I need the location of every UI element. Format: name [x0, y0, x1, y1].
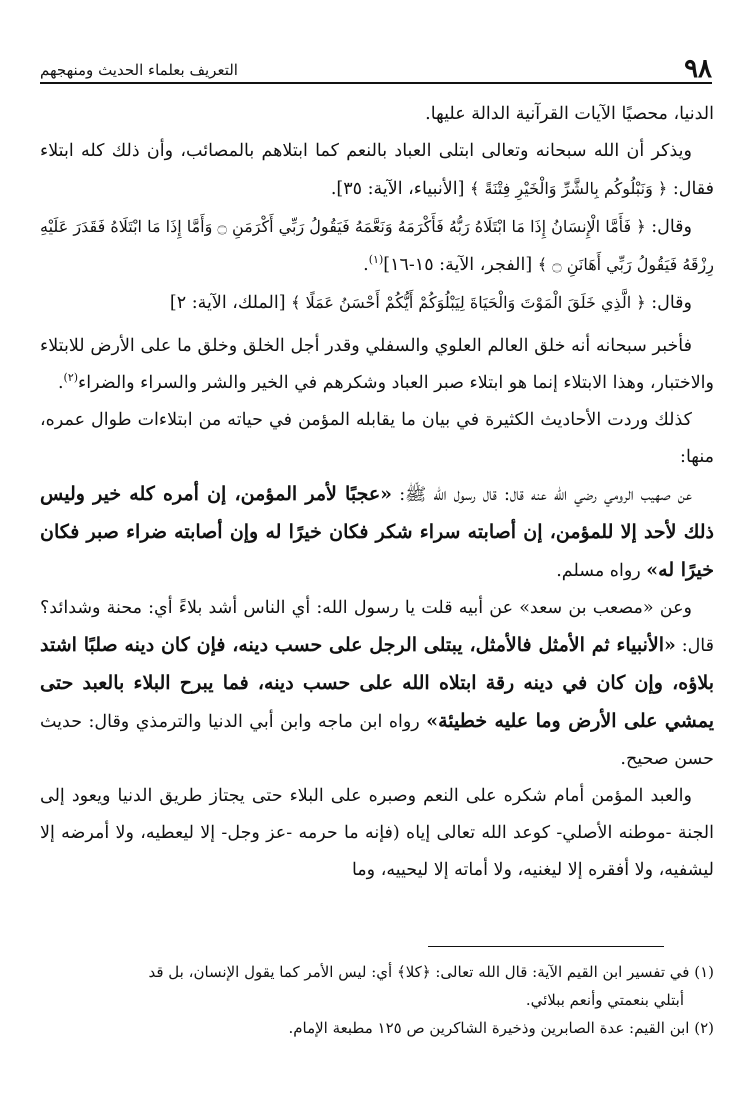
hadith-text: «عجبًا لأمر المؤمن، إن أمره كله خير وليس ذلك لأحد إلا للمؤمن، إن أصابته سراء شكر فكان خيرًا له وإن أصابته ضراء صبر فكان خيرًا له» [40, 483, 714, 581]
body-text [40, 96, 714, 889]
footnote-2: (٢) ابن القيم: عدة الصابرين وذخيرة الشاكرين ص ١٢٥ مطبعة الإمام. [288, 1019, 714, 1037]
paragraph-3 [40, 208, 714, 284]
paragraph-1: الدنيا، محصيًا الآيات القرآنية الدالة عليها. [425, 104, 714, 124]
hadith-intro: عن صهيب الرومي رضي الله عنه قال: قال رسول الله ﷺ: [392, 485, 692, 505]
header-rule [40, 82, 712, 84]
hadith-source: رواه ابن ماجه وابن أبي الدنيا والترمذي وقال: حديث حسن صحيح. [40, 712, 714, 769]
paragraph-7 [40, 476, 714, 590]
verse-citation: [الملك، الآية: ٢] [169, 293, 292, 313]
paragraph-4-lead: وقال: [645, 293, 692, 313]
paragraph-5-text: فأخبر سبحانه أنه خلق العالم العلوي والسفلي وقدر أجل الخلق وخلق ما على الأرض للابتلاء والاختبار، وهذا الابتلاء إنما هو ابتلاء صبر العباد وشكرهم في الخير والشر والسراء والضراء [40, 336, 714, 393]
paragraph-2-text: ويذكر أن الله سبحانه وتعالى ابتلى العباد بالنعم كما ابتلاهم بالمصائب، وأن ذلك كله ابتلاء فقال: [40, 141, 714, 199]
quran-verse: ﴿ وَنَبْلُوكُم بِالشَّرِّ وَالْخَيْرِ فِتْنَةً ﴾ [470, 179, 668, 198]
paragraph-6: كذلك وردت الأحاديث الكثيرة في بيان ما يقابله المؤمن في حياته من ابتلاءات طوال عمره، منها: [40, 410, 714, 467]
quran-verse: ﴿ فَأَمَّا الْإِنسَانُ إِذَا مَا ابْتَلَاهُ رَبُّهُ فَأَكْرَمَهُ وَنَعَّمَهُ فَيَقُولُ رَبِّي أَكْرَمَنِ ۝ وَأَمَّا إِذَا مَا ابْتَلَاهُ فَقَدَرَ عَلَيْهِ رِزْقَهُ فَيَقُولُ رَبِّي أَهَانَنِ ۝ ﴾ [40, 217, 714, 274]
footnote-1-continuation: أبتلي بنعمتي وأنعم ببلائي. [525, 991, 684, 1009]
verse-citation: [الفجر، الآية: ١٥-١٦] [383, 255, 538, 275]
paragraph-8 [40, 590, 714, 778]
page-number: ٩٨ [684, 54, 712, 84]
paragraph-9: والعبد المؤمن أمام شكره على النعم وصبره على البلاء حتى يجتاز طريق الدنيا ويعود إلى الجنة -موطنه الأصلي- كوعد الله تعالى إياه (فإنه ما حرمه -عز وجل- إلا ليعطيه، ولا أمرضه إلا ليشفيه، ولا أفقره إلا ليغنيه، ولا أماته إلا ليحييه، وما [40, 786, 714, 880]
paragraph-3-lead: وقال: [645, 217, 692, 237]
quran-verse: ﴿ الَّذِي خَلَقَ الْمَوْتَ وَالْحَيَاةَ لِيَبْلُوَكُمْ أَيُّكُمْ أَحْسَنُ عَمَلًا ﴾ [291, 293, 646, 312]
footnote-1: (١) في تفسير ابن القيم الآية: قال الله تعالى: ﴿كلا﴾ أي: ليس الأمر كما يقول الإنسان، بل قد [148, 963, 714, 981]
footnote-ref-2: (٢) [63, 371, 79, 385]
sentence-end: . [57, 373, 64, 393]
paragraph-2 [40, 133, 714, 208]
hadith-source: رواه مسلم. [556, 561, 647, 581]
running-title: التعريف بعلماء الحديث ومنهجهم [40, 61, 238, 79]
hadith-text: «الأنبياء ثم الأمثل فالأمثل، يبتلى الرجل على حسب دينه، فإن كان دينه صلبًا اشتد بلاؤه، وإن كان في دينه رقة ابتلاه الله على حسب دينه، فما يبرح البلاء بالعبد حتى يمشي على الأرض وما عليه خطيئة» [40, 634, 714, 732]
paragraph-5 [40, 328, 714, 402]
footnotes [40, 958, 714, 1042]
footnote-rule [428, 946, 664, 947]
hadith-intro: وعن «مصعب بن سعد» عن أبيه قلت يا رسول الله: أي الناس أشد بلاءً أي: محنة وشدائد؟ قال: [40, 598, 714, 656]
footnote-ref-1: (١) [368, 253, 384, 267]
verse-citation: [الأنبياء، الآية: ٣٥]. [330, 179, 471, 199]
paragraph-4 [40, 284, 714, 322]
sentence-end: . [363, 255, 369, 275]
